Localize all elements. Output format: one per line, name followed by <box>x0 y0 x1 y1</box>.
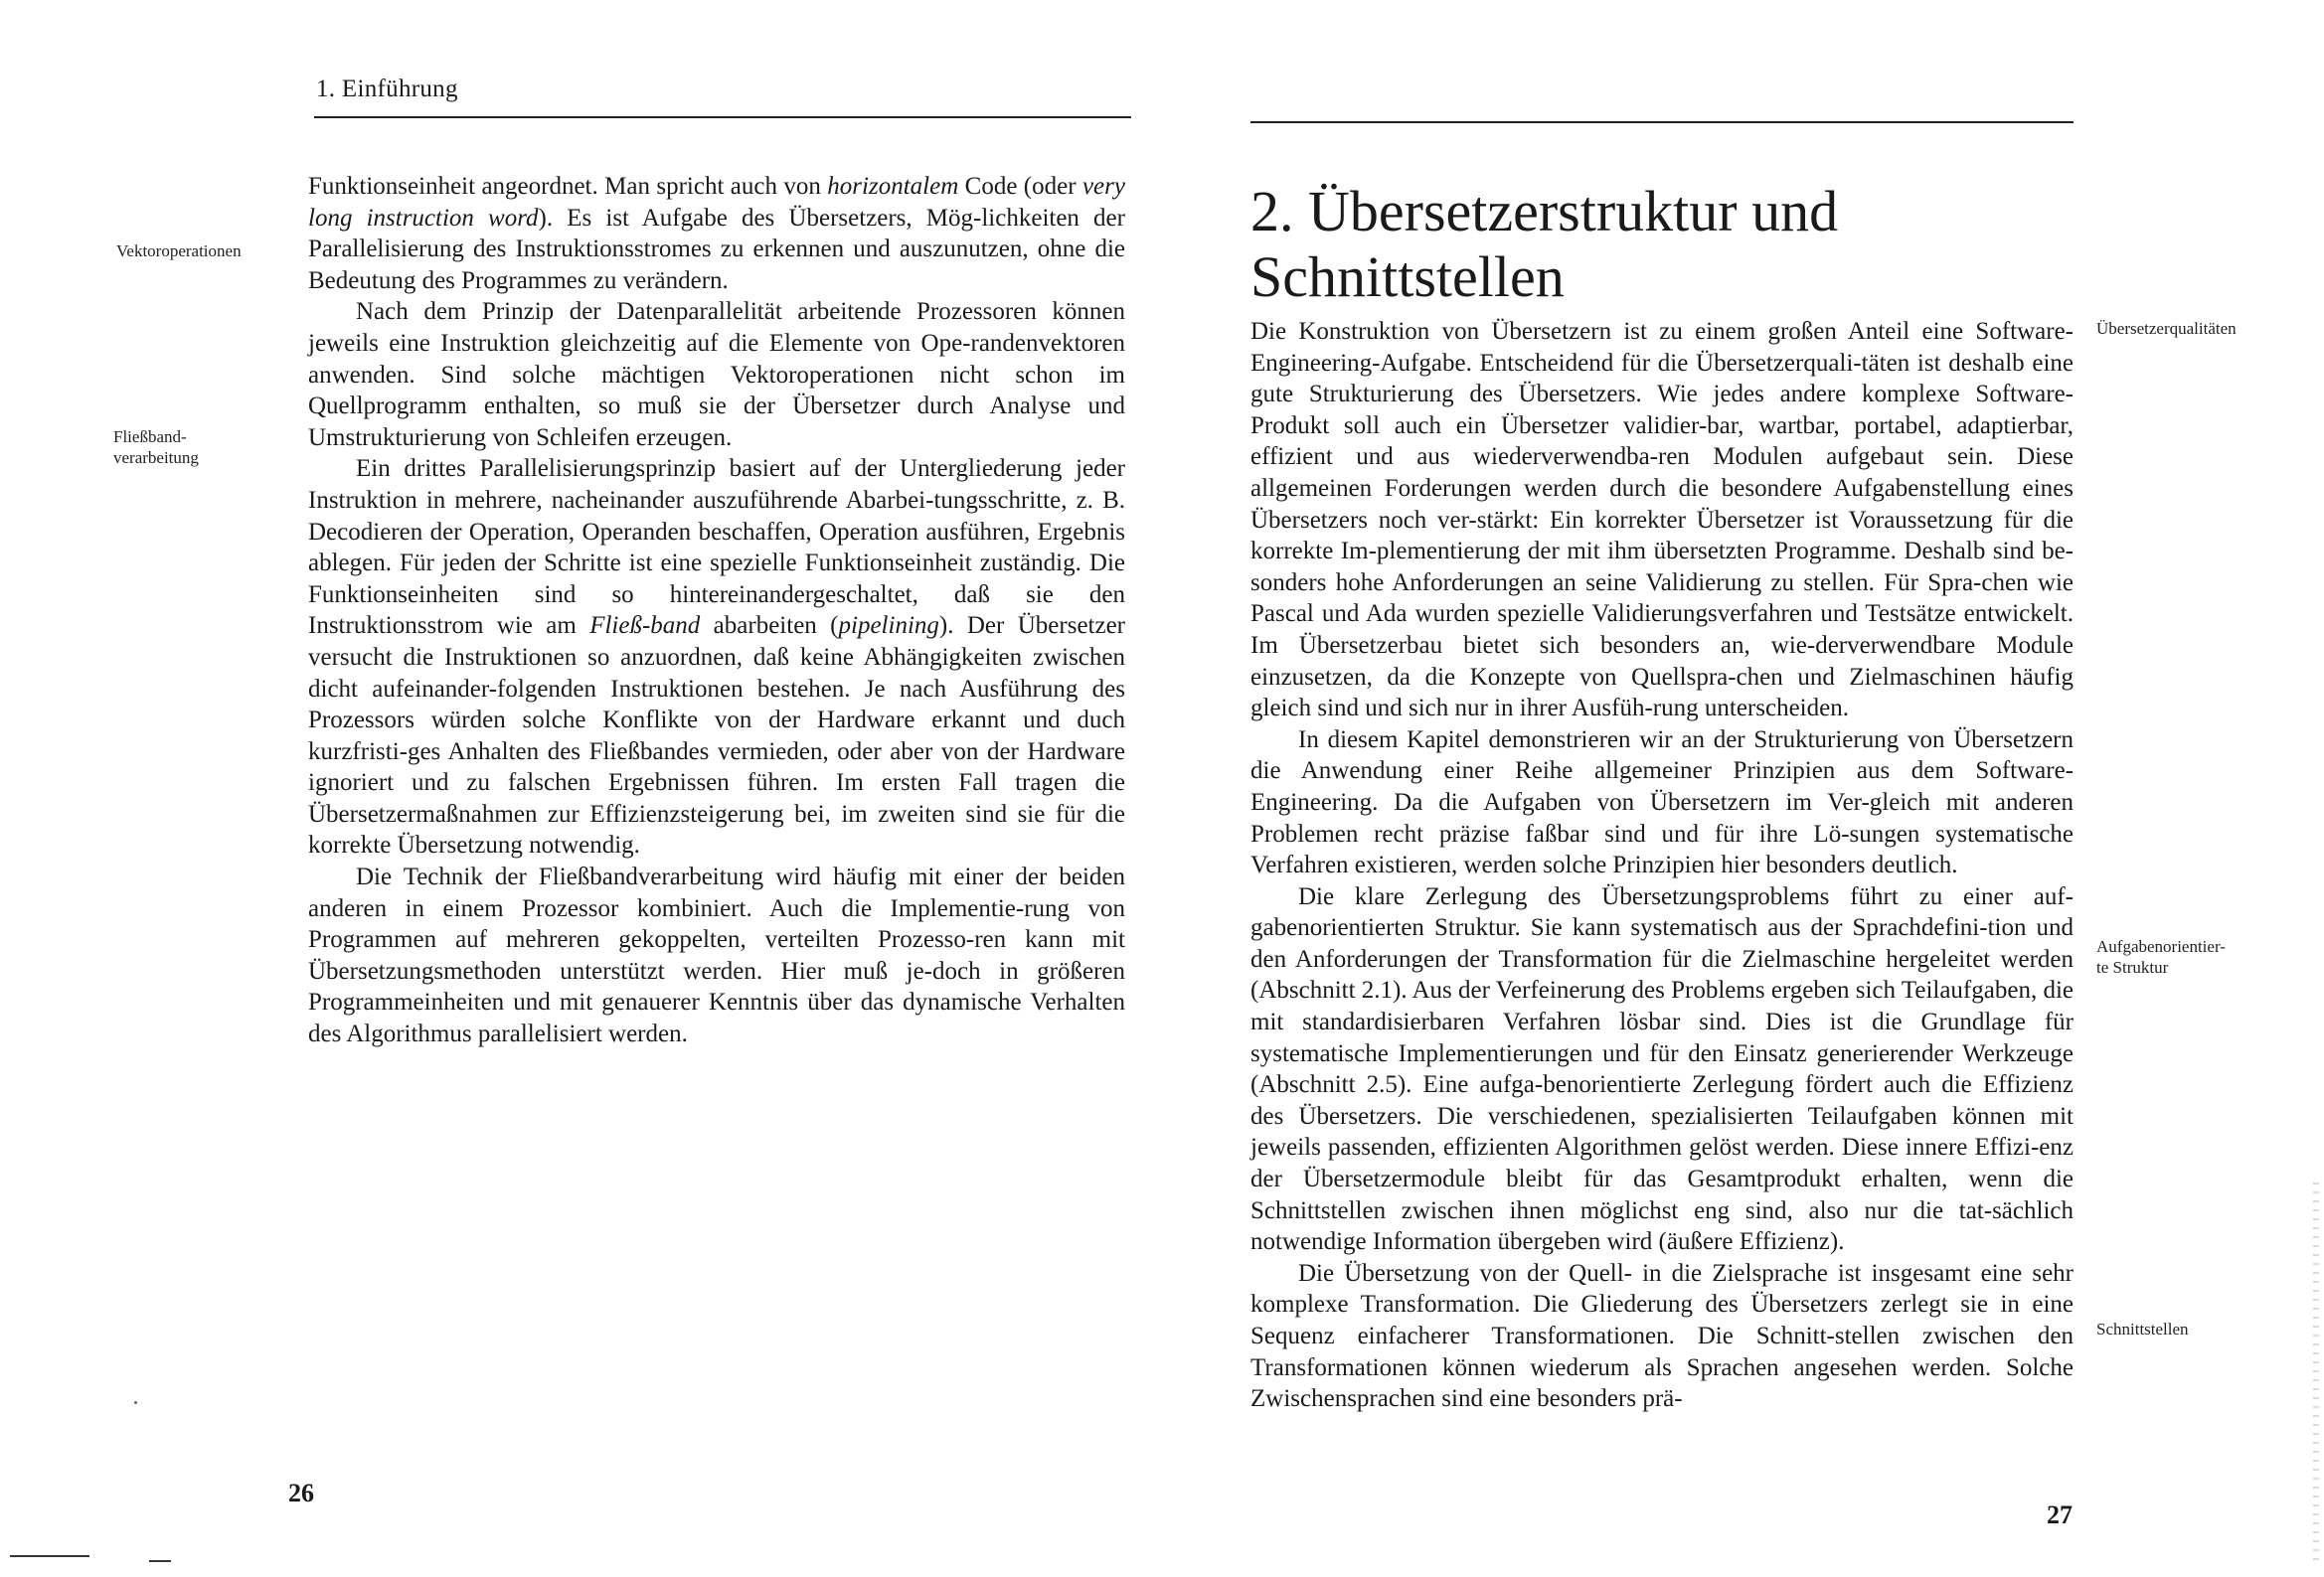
paragraph <box>1250 316 2074 724</box>
body-text-left <box>308 171 1125 1050</box>
italic-term: Fließ-band <box>589 612 701 640</box>
text-run: In diesem Kapitel demonstrieren wir an der Strukturierung von Übersetzern die Anwendung einer Reihe allgemeiner Prinzipien aus dem Software-Engineering. Da die Aufgaben von Übersetzern im Ver-gleich mit anderen Problemen recht präzise faßbar sind und für ihre Lö-sungen systematische Verfahren existieren, werden solche Prinzipien hier besonders deutlich. <box>1250 725 2074 879</box>
scan-artifact <box>10 1555 89 1557</box>
scan-artifact <box>149 1560 171 1562</box>
italic-term: pipelining <box>838 612 939 640</box>
right-page <box>1162 0 2324 1577</box>
text-run: Nach dem Prinzip der Datenparallelität arbeitende Prozessoren können jeweils eine Instruktion gleichzeitig auf die Elemente von Ope-randenvektoren anwenden. Sind solche mächtigen Vektoroperationen nicht schon im Quellprogramm enthalten, so muß sie der Übersetzer durch Analyse und Umstrukturierung von Schleifen erzeugen. <box>308 298 1125 451</box>
text-run: abarbeiten ( <box>700 612 839 640</box>
paragraph <box>1250 1258 2074 1415</box>
text-run: Code (oder <box>958 173 1082 200</box>
margin-note-schnittstellen: Schnittstellen <box>2096 1320 2189 1339</box>
running-head: 1. Einführung <box>316 76 458 102</box>
text-run: Die Technik der Fließbandverarbeitung wird häufig mit einer der beiden anderen in einem Prozessor kombiniert. Auch die Implementie-rung von Programmen auf mehreren gekoppelten, verteilten Prozesso-ren kann mit Übersetzungsmethoden unterstützt werden. Hier muß je-doch in größeren Programmeinheiten und mit genauerer Kenntnis über das dynamische Verhalten des Algorithmus parallelisiert werden. <box>308 864 1125 1048</box>
page-number: 27 <box>2047 1500 2073 1529</box>
text-run: Funktionseinheit angeordnet. Man spricht auch von <box>308 173 828 200</box>
header-rule <box>1250 121 2074 123</box>
margin-note-uebersetzerqualitaeten: Übersetzerqualitäten <box>2096 319 2237 338</box>
paragraph <box>308 862 1125 1050</box>
paragraph <box>1250 881 2074 1258</box>
scan-edge-artifact <box>2313 1183 2319 1560</box>
body-text-right <box>1250 316 2074 1415</box>
page-number: 26 <box>288 1479 314 1507</box>
text-run: Die klare Zerlegung des Übersetzungsproblems führt zu einer auf-gabenorientierten Struktur. Sie kann systematisch aus der Sprachdefini-tion und den Anforderungen der Transformation für die Zielmaschine hergeleitet werden (Abschnitt 2.1). Aus der Verfeinerung des Problems ergeben sich Teilaufgaben, die mit standardisierbaren Verfahren lösbar sind. Dies ist die Grundlage für systematische Implementierungen und für den Einsatz generierender Werkzeuge (Abschnitt 2.5). Eine aufga-benorientierte Zerlegung fördert auch die Effizienz des Übersetzers. Die verschiedenen, spezialisierten Teilaufgaben können mit jeweils passenden, effizienten Algorithmen gelöst werden. Diese innere Effizi-enz der Übersetzermodule bleibt für das Gesamtprodukt erhalten, wenn die Schnittstellen zwischen ihnen möglichst eng sind, also nur die tat-sächlich notwendige Information übergeben wird (äußere Effizienz). <box>1250 882 2074 1256</box>
chapter-title: 2. Übersetzerstruktur und Schnittstellen <box>1250 179 1839 309</box>
header-rule <box>314 116 1131 118</box>
text-run: Die Konstruktion von Übersetzern ist zu einem großen Anteil eine Software-Engineering-Aufgabe. Entscheidend für die Übersetzerquali-täten ist deshalb eine gute Strukturierung des Übersetzers. Wie jedes andere komplexe Software-Produkt soll auch ein Übersetzer validier-bar, wartbar, portabel, adaptierbar, effizient und aus wiederverwendba-ren Modulen aufgebaut sein. Diese allgemeinen Forderungen werden durch die besondere Aufgabenstellung eines Übersetzers noch ver-stärkt: Ein korrekter Übersetzer ist Voraussetzung für die korrekte Im-plementierung der mit ihm übersetzten Programme. Deshalb sind be-sonders hohe Anforderungen an seine Validierung zu stellen. Für Spra-chen wie Pascal und Ada wurden spezielle Validierungsverfahren und Testsätze entwickelt. Im Übersetzerbau bietet sich besonders an, wie-derverwendbare Module einzusetzen, da die Konzepte von Quellspra-chen und Zielmaschinen häufig gleich sind und sich nur in ihrer Ausfüh-rung unterscheiden. <box>1250 318 2074 722</box>
paragraph <box>308 171 1125 296</box>
italic-term: very long instruction word <box>308 173 1125 232</box>
text-run: Die Übersetzung von der Quell- in die Zielsprache ist insgesamt eine sehr komplexe Transformation. Die Gliederung des Übersetzers zerlegt sie in eine Sequenz einfacherer Transformationen. Die Schnitt-stellen zwischen den Transformationen können wiederum als Sprachen angesehen werden. Solche Zwischensprachen sind eine besonders prä- <box>1250 1259 2074 1413</box>
margin-note-vektoroperationen: Vektoroperationen <box>116 241 242 260</box>
text-run: ). Es ist Aufgabe des Übersetzers, Mög-lichkeiten der Parallelisierung des Instruktionsstromes zu erkennen und auszunutzen, ohne die Bedeutung des Programmes zu verändern. <box>308 204 1125 294</box>
paragraph <box>1250 724 2074 881</box>
italic-term: horizontalem <box>827 173 959 200</box>
margin-note-fliessbandverarbeitung: Fließband- verarbeitung <box>113 427 199 467</box>
paragraph <box>308 453 1125 862</box>
text-run: ). Der Übersetzer versucht die Instruktionen so anzuordnen, daß keine Abhängigkeiten zwischen dicht aufeinander-folgenden Instruktionen bestehen. Je nach Ausführung des Prozessors würden solche Konflikte von der Hardware erkannt und duch kurzfristi-ges Anhalten des Fließbandes vermieden, oder aber von der Hardware ignoriert und zu falschen Ergebnissen führen. Im ersten Fall tragen die Übersetzermaßnahmen zur Effizienzsteigerung bei, im zweiten sind sie für die korrekte Übersetzung notwendig. <box>308 612 1125 860</box>
text-run: Ein drittes Parallelisierungsprinzip basiert auf der Untergliederung jeder Instruktion in mehrere, nacheinander auszuführende Abarbei-tungsschritte, z. B. Decodieren der Operation, Operanden beschaffen, Operation ausführen, Ergebnis ablegen. Für jeden der Schritte ist eine spezielle Funktionseinheit zuständig. Die Funktionseinheiten sind so hintereinandergeschaltet, daß sie den Instruktionsstrom wie am <box>308 455 1125 640</box>
paragraph <box>308 296 1125 453</box>
scan-speck <box>134 1401 137 1404</box>
margin-note-aufgabenorientierte-struktur: Aufgabenorientier- te Struktur <box>2096 937 2226 977</box>
